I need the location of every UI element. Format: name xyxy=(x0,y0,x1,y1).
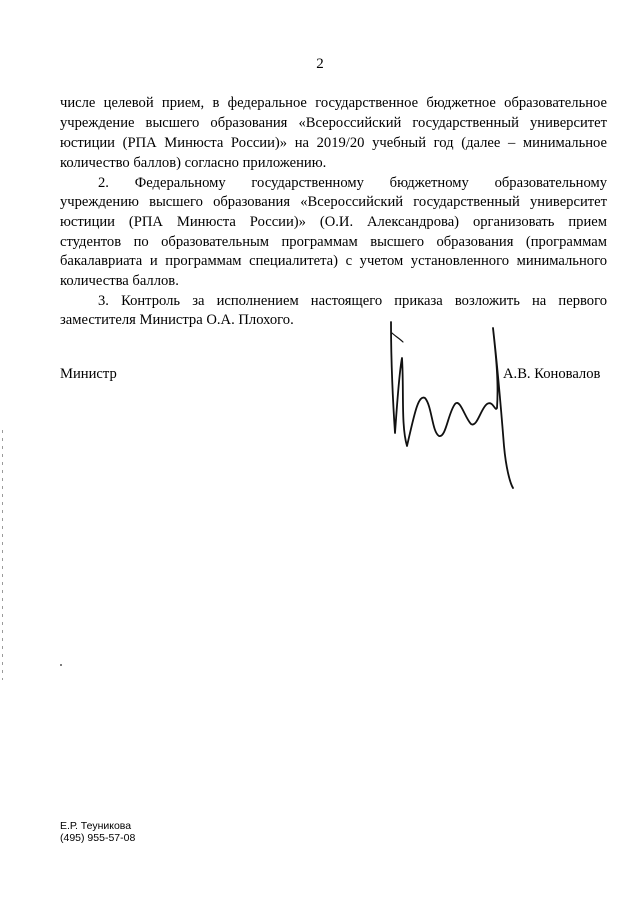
paragraph-2-line-5: бакалавриата и программам специалитета) с учетом установленного минимального xyxy=(60,253,607,269)
paragraph-2-line-3: юстиции (РПА Минюста России)» (О.И. Александрова) организовать прием xyxy=(60,214,607,230)
paragraph-2-line-2: учреждению высшего образования «Всероссийский государственный университет xyxy=(60,194,607,210)
paragraph-2-line-1: 2. Федеральному государственному бюджетному образовательному xyxy=(98,175,607,191)
paragraph-1-line-1: числе целевой прием, в федеральное государственное бюджетное образовательное xyxy=(60,95,607,111)
paragraph-3-line-2: заместителя Министра О.А. Плохого. xyxy=(60,312,294,328)
executor-block xyxy=(60,820,135,844)
executor-name: Е.Р. Теуникова xyxy=(60,820,132,832)
handwritten-signature xyxy=(385,318,525,493)
paragraph-2-line-6: количества баллов. xyxy=(60,273,179,289)
paragraph-2-line-4: студентов по образовательным программам высшего образования (программам xyxy=(60,234,607,250)
scan-speck xyxy=(60,664,62,666)
page-number: 2 xyxy=(316,56,324,72)
paragraph-3-line-1: 3. Контроль за исполнением настоящего приказа возложить на первого xyxy=(98,293,607,309)
executor-phone: (495) 955-57-08 xyxy=(60,832,136,844)
paragraph-1-line-3: юстиции (РПА Минюста России)» на 2019/20 учебный год (далее – минимальное xyxy=(60,135,607,151)
scan-margin-mark xyxy=(2,430,3,680)
minister-name: А.В. Коновалов xyxy=(503,366,601,382)
paragraph-1-line-2: учреждение высшего образования «Всероссийский государственный университет xyxy=(60,115,607,131)
paragraph-1-line-4: количество баллов) согласно приложению. xyxy=(60,155,327,171)
minister-title: Министр xyxy=(60,366,117,382)
